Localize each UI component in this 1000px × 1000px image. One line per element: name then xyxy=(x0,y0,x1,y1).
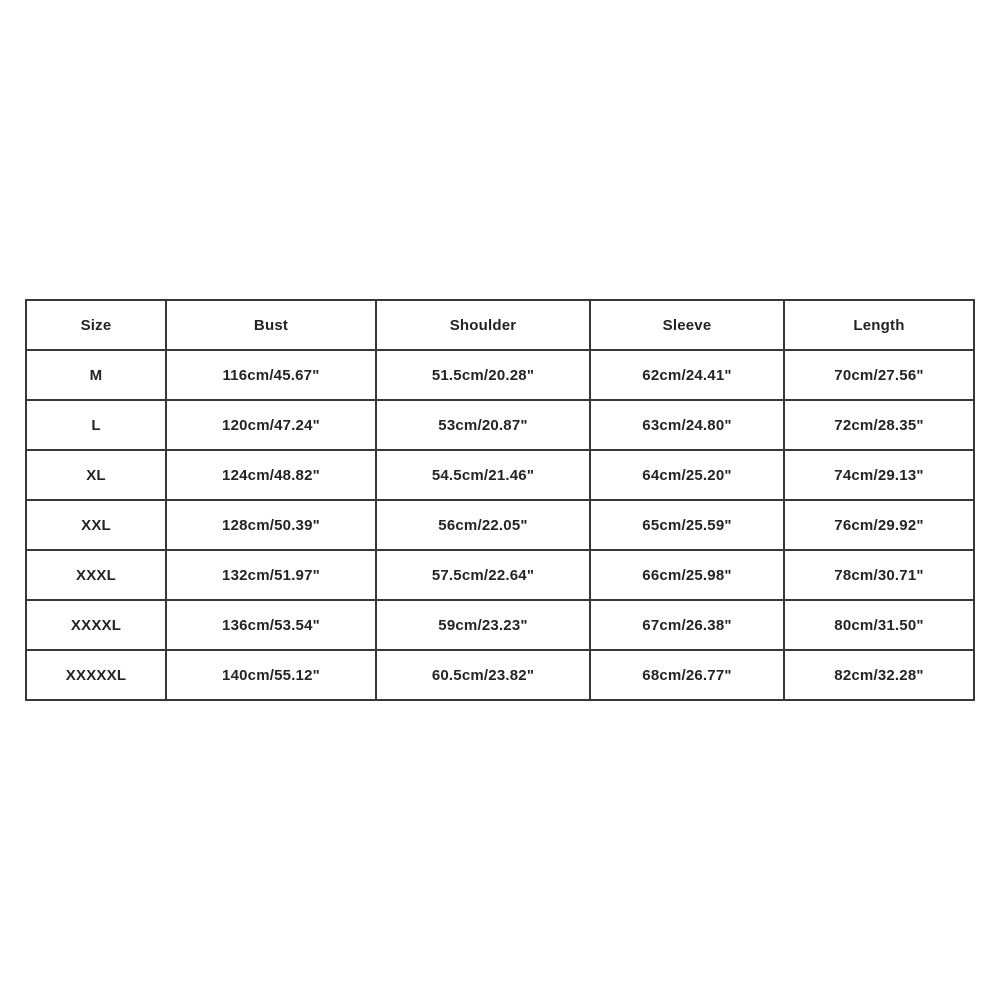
measurement-cell: 59cm/23.23" xyxy=(376,600,590,650)
size-label-cell: XXXXXL xyxy=(26,650,166,700)
table-row xyxy=(26,650,974,700)
measurement-cell: 66cm/25.98" xyxy=(590,550,784,600)
size-label-cell: XXXL xyxy=(26,550,166,600)
measurement-cell: 72cm/28.35" xyxy=(784,400,974,450)
measurement-cell: 124cm/48.82" xyxy=(166,450,376,500)
table-row xyxy=(26,400,974,450)
table-row xyxy=(26,450,974,500)
table-body xyxy=(26,350,974,700)
measurement-cell: 51.5cm/20.28" xyxy=(376,350,590,400)
size-chart-table xyxy=(25,299,975,701)
measurement-cell: 136cm/53.54" xyxy=(166,600,376,650)
size-label-cell: XXXXL xyxy=(26,600,166,650)
size-label-cell: M xyxy=(26,350,166,400)
measurement-cell: 54.5cm/21.46" xyxy=(376,450,590,500)
table-header-cell: Shoulder xyxy=(376,300,590,350)
table-row xyxy=(26,600,974,650)
measurement-cell: 128cm/50.39" xyxy=(166,500,376,550)
measurement-cell: 53cm/20.87" xyxy=(376,400,590,450)
measurement-cell: 74cm/29.13" xyxy=(784,450,974,500)
table-row xyxy=(26,350,974,400)
table-header-cell: Size xyxy=(26,300,166,350)
size-label-cell: XXL xyxy=(26,500,166,550)
measurement-cell: 70cm/27.56" xyxy=(784,350,974,400)
measurement-cell: 68cm/26.77" xyxy=(590,650,784,700)
measurement-cell: 116cm/45.67" xyxy=(166,350,376,400)
measurement-cell: 63cm/24.80" xyxy=(590,400,784,450)
table-header-cell: Bust xyxy=(166,300,376,350)
table-head xyxy=(26,300,974,350)
measurement-cell: 80cm/31.50" xyxy=(784,600,974,650)
size-label-cell: XL xyxy=(26,450,166,500)
measurement-cell: 76cm/29.92" xyxy=(784,500,974,550)
table-header-cell: Length xyxy=(784,300,974,350)
measurement-cell: 56cm/22.05" xyxy=(376,500,590,550)
measurement-cell: 64cm/25.20" xyxy=(590,450,784,500)
measurement-cell: 120cm/47.24" xyxy=(166,400,376,450)
measurement-cell: 78cm/30.71" xyxy=(784,550,974,600)
table-row xyxy=(26,500,974,550)
table-header-row xyxy=(26,300,974,350)
table-row xyxy=(26,550,974,600)
measurement-cell: 67cm/26.38" xyxy=(590,600,784,650)
table-header-cell: Sleeve xyxy=(590,300,784,350)
measurement-cell: 140cm/55.12" xyxy=(166,650,376,700)
measurement-cell: 132cm/51.97" xyxy=(166,550,376,600)
measurement-cell: 62cm/24.41" xyxy=(590,350,784,400)
measurement-cell: 57.5cm/22.64" xyxy=(376,550,590,600)
measurement-cell: 82cm/32.28" xyxy=(784,650,974,700)
measurement-cell: 60.5cm/23.82" xyxy=(376,650,590,700)
size-label-cell: L xyxy=(26,400,166,450)
measurement-cell: 65cm/25.59" xyxy=(590,500,784,550)
